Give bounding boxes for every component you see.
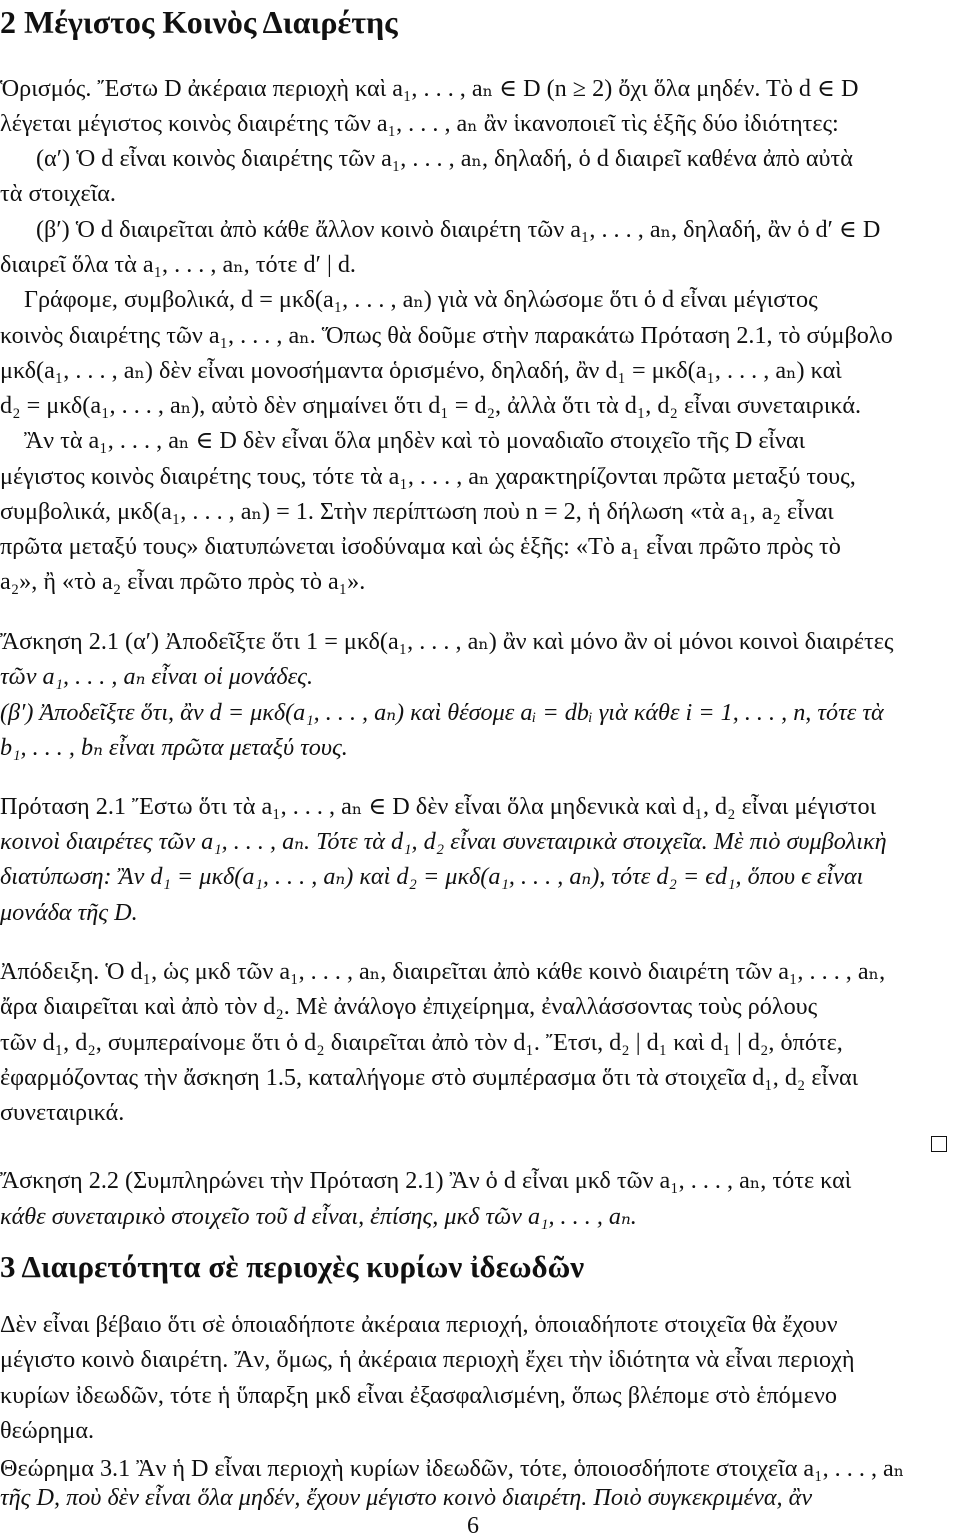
exercise-line: τῶν a₁, . . . , aₙ εἶναι οἱ μονάδες. [0,663,314,690]
paragraph-line: πρῶτα μεταξύ τους» διατυπώνεται ἰσοδύναμα καὶ ὡς ἑξῆς: «Τὸ a₁ εἶναι πρῶτο πρὸς τὸ [0,533,841,560]
definition-line: (α′) Ὁ d εἶναι κοινὸς διαιρέτης τῶν a₁, . . . , aₙ, δηλαδή, ὁ d διαιρεῖ καθένα ἀπὸ αὐτὰ [36,145,853,172]
paragraph-line: a₂», ἢ «τὸ a₂ εἶναι πρῶτο πρὸς τὸ a₁». [0,568,366,595]
paragraph-line: Δὲν εἶναι βέβαιο ὅτι σὲ ὁποιαδήποτε ἀκέραια περιοχή, ὁποιαδήποτε στοιχεῖα θὰ ἔχουν [0,1311,838,1338]
paragraph-line: Γράφομε, συμβολικά, d = μκδ(a₁, . . . , aₙ) γιὰ νὰ δηλώσομε ὅτι ὁ d εἶναι μέγιστος [24,286,818,313]
exercise-line: b₁, . . . , bₙ εἶναι πρῶτα μεταξύ τους. [0,734,348,761]
exercise-line: Ἄσκηση 2.1 (α′) Ἀποδεῖξτε ὅτι 1 = μκδ(a₁, . . . , aₙ) ἂν καὶ μόνο ἂν οἱ μόνοι κοινοὶ διαιρέτες [0,628,894,655]
qed-square-icon [931,1136,947,1152]
proof-line: ἄρα διαιρεῖται καὶ ἀπὸ τὸν d₂. Μὲ ἀνάλογο ἐπιχείρημα, ἐναλλάσσοντας τοὺς ρόλους [0,993,818,1020]
paragraph-line: κυρίων ἰδεωδῶν, τότε ἡ ὕπαρξη μκδ εἶναι ἐξασφαλισμένη, ὅπως βλέπομε στὸ ἑπόμενο [0,1382,837,1409]
section-heading: 2 Μέγιστος Κοινὸς Διαιρέτης [0,4,398,40]
paragraph-line: θεώρημα. [0,1417,95,1444]
paragraph-line: d₂ = μκδ(a₁, . . . , aₙ), αὐτὸ δὲν σημαίνει ὅτι d₁ = d₂, ἀλλὰ ὅτι τὰ d₁, d₂ εἶναι συνεταιρικά. [0,392,862,419]
section-heading: 3 Διαιρετότητα σὲ περιοχὲς κυρίων ἰδεωδῶν [0,1249,585,1284]
definition-line: τὰ στοιχεῖα. [0,180,116,207]
proposition-line: κοινοὶ διαιρέτες τῶν a₁, . . . , aₙ. Τότε τὰ d₁, d₂ εἶναι συνεταιρικὰ στοιχεῖα. Μὲ πιὸ συμβολικὴ [0,828,887,855]
exercise-line: κάθε συνεταιρικὸ στοιχεῖο τοῦ d εἶναι, ἐπίσης, μκδ τῶν a₁, . . . , aₙ. [0,1203,637,1230]
proof-line: ἐφαρμόζοντας τὴν ἄσκηση 1.5, καταλήγομε στὸ συμπέρασμα ὅτι τὰ στοιχεῖα d₁, d₂ εἶναι [0,1064,859,1091]
paragraph-line: μκδ(a₁, . . . , aₙ) δὲν εἶναι μονοσήμαντα ὁρισμένο, δηλαδή, ἂν d₁ = μκδ(a₁, . . . , aₙ) καὶ [0,357,842,384]
theorem-line: τῆς D, ποὺ δὲν εἶναι ὅλα μηδέν, ἔχουν μέγιστο κοινὸ διαιρέτη. Ποιὸ συγκεκριμένα, ἂν [0,1484,813,1511]
theorem-line: Θεώρημα 3.1 Ἂν ἡ D εἶναι περιοχὴ κυρίων ἰδεωδῶν, τότε, ὁποιοσδήποτε στοιχεῖα a₁, . . . , aₙ [0,1455,905,1482]
definition-line: διαιρεῖ ὅλα τὰ a₁, . . . , aₙ, τότε d′ | d. [0,251,356,278]
paragraph-line: συμβολικά, μκδ(a₁, . . . , aₙ) = 1. Στὴν περίπτωση ποὺ n = 2, ἡ δήλωση «τὰ a₁, a₂ εἶναι [0,498,834,525]
proposition-line: διατύπωση: Ἂν d₁ = μκδ(a₁, . . . , aₙ) καὶ d₂ = μκδ(a₁, . . . , aₙ), τότε d₂ = ϵd₁, ὅπου ϵ εἶναι [0,863,864,890]
proposition-line: Πρόταση 2.1 Ἔστω ὅτι τὰ a₁, . . . , aₙ ∈ D δὲν εἶναι ὅλα μηδενικὰ καὶ d₁, d₂ εἶναι μέγιστοι [0,793,877,820]
definition-line: λέγεται μέγιστος κοινὸς διαιρέτης τῶν a₁, . . . , aₙ ἂν ἱκανοποιεῖ τὶς ἑξῆς δύο ἰδιότητες: [0,110,839,137]
paragraph-line: μέγιστο κοινὸ διαιρέτη. Ἄν, ὅμως, ἡ ἀκέραια περιοχὴ ἔχει τὴν ἰδιότητα νὰ εἶναι περιοχὴ [0,1346,855,1373]
proof-line: συνεταιρικά. [0,1099,125,1126]
exercise-line: (β′) Ἀποδεῖξτε ὅτι, ἂν d = μκδ(a₁, . . . , aₙ) καὶ θέσομε aᵢ = dbᵢ γιὰ κάθε i = 1, . . . , n, τότε τὰ [0,699,884,726]
proposition-line: μονάδα τῆς D. [0,899,138,926]
page-number: 6 [467,1513,479,1539]
definition-line: Ὁρισμός. Ἔστω D ἀκέραια περιοχὴ καὶ a₁, . . . , aₙ ∈ D (n ≥ 2) ὄχι ὅλα μηδέν. Τὸ d ∈ D [0,75,859,102]
definition-line: (β′) Ὁ d διαιρεῖται ἀπὸ κάθε ἄλλον κοινὸ διαιρέτη τῶν a₁, . . . , aₙ, δηλαδή, ἂν ὁ d′ ∈ D [36,216,881,243]
paragraph-line: κοινὸς διαιρέτης τῶν a₁, . . . , aₙ. Ὅπως θὰ δοῦμε στὴν παρακάτω Πρόταση 2.1, τὸ σύμβολο [0,322,893,349]
proof-line: Ἀπόδειξη. Ὁ d₁, ὡς μκδ τῶν a₁, . . . , aₙ, διαιρεῖται ἀπὸ κάθε κοινὸ διαιρέτη τῶν a₁, . . . , aₙ, [0,958,886,985]
paragraph-line: Ἂν τὰ a₁, . . . , aₙ ∈ D δὲν εἶναι ὅλα μηδὲν καὶ τὸ μοναδιαῖο στοιχεῖο τῆς D εἶναι [24,427,806,454]
proof-line: τῶν d₁, d₂, συμπεραίνομε ὅτι ὁ d₂ διαιρεῖται ἀπὸ τὸν d₁. Ἔτσι, d₂ | d₁ καὶ d₁ | d₂, ὁπότε, [0,1029,843,1056]
exercise-line: Ἄσκηση 2.2 (Συμπληρώνει τὴν Πρόταση 2.1) Ἂν ὁ d εἶναι μκδ τῶν a₁, . . . , aₙ, τότε καὶ [0,1167,852,1194]
paragraph-line: μέγιστος κοινὸς διαιρέτης τους, τότε τὰ a₁, . . . , aₙ χαρακτηρίζονται πρῶτα μεταξύ τους, [0,463,856,490]
